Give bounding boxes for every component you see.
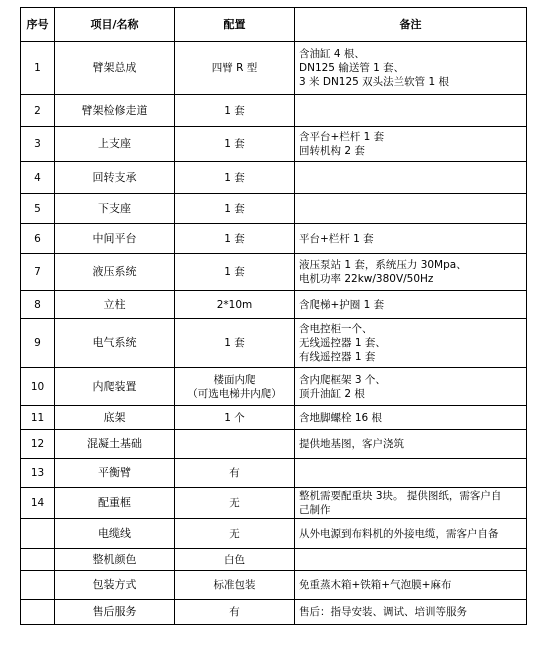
cell-name: 混凝土基础 [55,430,175,459]
cell-note [295,368,527,406]
cell-name: 售后服务 [55,600,175,625]
config-line: 无 [229,497,240,509]
config-line: 1 个 [224,411,245,424]
config-line: 有 [229,467,240,479]
table-row [21,291,527,319]
cell-no: 8 [21,291,55,319]
cell-name: 电缆线 [55,519,175,549]
cell-note [295,549,527,571]
note-line: 提供地基图，客户浇筑 [299,438,404,450]
config-line: 1 套 [224,138,245,150]
cell-no: 11 [21,406,55,430]
cell-name: 下支座 [55,194,175,224]
cell-name: 配重框 [55,488,175,519]
cell-note [295,162,527,194]
header-row [21,8,527,42]
cell-name: 平衡臂 [55,459,175,488]
cell-note [295,95,527,127]
cell-name: 臂架总成 [55,42,175,95]
cell-name: 内爬装置 [55,368,175,406]
config-line: 1 套 [224,171,245,184]
cell-config [175,368,295,406]
config-line: 1 套 [224,104,245,117]
cell-config [175,600,295,625]
table-row [21,406,527,430]
cell-name: 立柱 [55,291,175,319]
cell-name: 整机颜色 [55,549,175,571]
config-line: 标准包装 [213,579,256,591]
spec-table [20,7,527,625]
header-name: 项目/名称 [55,8,175,42]
table-row [21,162,527,194]
cell-note [295,600,527,625]
cell-name: 臂架检修走道 [55,95,175,127]
note-line: 从外电源到布料机的外接电缆，需客户自备 [299,527,499,540]
cell-name: 液压系统 [55,254,175,291]
table-row [21,571,527,600]
config-line: 1 套 [224,232,245,245]
cell-note [295,430,527,459]
cell-note [295,224,527,254]
cell-no: 12 [21,430,55,459]
note-line: 回转机构 2 套 [299,145,365,157]
cell-no: 5 [21,194,55,224]
table-row [21,254,527,291]
header-note: 备注 [295,8,527,42]
cell-config [175,319,295,368]
table-row [21,459,527,488]
config-line: 2*10m [216,298,253,311]
cell-config [175,162,295,194]
header-config: 配置 [175,8,295,42]
cell-note [295,319,527,368]
cell-no: 4 [21,162,55,194]
cell-name: 包装方式 [55,571,175,600]
note-line: 售后：指导安装、调试、培训等服务 [299,606,467,618]
note-line: 3 米 DN125 双头法兰软管 1 根 [299,76,450,88]
cell-config [175,549,295,571]
table-row [21,95,527,127]
cell-config [175,127,295,162]
note-line: 电机功率 22kw/380V/50Hz [299,273,434,285]
cell-config [175,95,295,127]
config-line: 四臂 R 型 [211,62,258,74]
cell-no [21,571,55,600]
table-row [21,488,527,519]
config-line: （可选电梯井内爬） [187,387,282,400]
table-row [21,194,527,224]
table-row [21,600,527,625]
table-row [21,549,527,571]
cell-note [295,488,527,519]
table-row [21,430,527,459]
cell-config [175,571,295,600]
cell-no: 3 [21,127,55,162]
note-line: 平台+栏杆 1 套 [299,232,374,245]
cell-no: 1 [21,42,55,95]
config-line: 1 套 [224,202,245,215]
cell-config [175,519,295,549]
config-line: 1 套 [224,266,245,278]
cell-name: 中间平台 [55,224,175,254]
header-no: 序号 [21,8,55,42]
cell-config [175,430,295,459]
table-body [21,42,527,625]
note-line: 含爬梯+护圈 1 套 [299,298,385,311]
cell-no [21,519,55,549]
table-row [21,127,527,162]
cell-no: 9 [21,319,55,368]
note-line: 含电控柜一个、 [299,323,373,335]
cell-no: 6 [21,224,55,254]
note-line: DN125 输送管 1 套、 [299,62,405,74]
table-row [21,368,527,406]
cell-config [175,291,295,319]
note-line: 己制作 [299,504,331,516]
cell-no: 7 [21,254,55,291]
cell-note [295,571,527,600]
note-line: 免重蒸木箱+铁箱+气泡膜+麻布 [299,579,452,591]
cell-config [175,254,295,291]
config-line: 有 [229,606,240,618]
cell-note [295,127,527,162]
cell-config [175,194,295,224]
note-line: 含油缸 4 根、 [299,48,365,60]
cell-config [175,42,295,95]
note-line: 顶升油缸 2 根 [299,387,365,400]
config-line: 白色 [224,553,245,566]
cell-note [295,291,527,319]
cell-note [295,254,527,291]
cell-no [21,600,55,625]
note-line: 无线遥控器 1 套、 [299,337,386,349]
cell-no [21,549,55,571]
cell-note [295,459,527,488]
note-line: 含平台+栏杆 1 套 [299,131,385,143]
cell-name: 底架 [55,406,175,430]
config-line: 楼面内爬 [213,373,256,386]
table-row [21,42,527,95]
table-row [21,319,527,368]
note-line: 含内爬框架 3 个、 [299,373,386,386]
config-line: 1 套 [224,337,245,349]
cell-note [295,194,527,224]
cell-no: 14 [21,488,55,519]
cell-config [175,406,295,430]
cell-name: 上支座 [55,127,175,162]
cell-name: 回转支承 [55,162,175,194]
note-line: 整机需要配重块 3块。 提供图纸，需客户自 [299,490,502,502]
cell-note [295,42,527,95]
table-row [21,519,527,549]
cell-note [295,406,527,430]
cell-config [175,459,295,488]
note-line: 液压泵站 1 套，系统压力 30Mpa、 [299,259,467,271]
cell-name: 电气系统 [55,319,175,368]
cell-config [175,224,295,254]
note-line: 含地脚螺栓 16 根 [299,411,383,424]
config-line: 无 [229,527,240,540]
table-row [21,224,527,254]
cell-no: 13 [21,459,55,488]
cell-no: 2 [21,95,55,127]
note-line: 有线遥控器 1 套 [299,351,376,363]
cell-note [295,519,527,549]
cell-no: 10 [21,368,55,406]
cell-config [175,488,295,519]
